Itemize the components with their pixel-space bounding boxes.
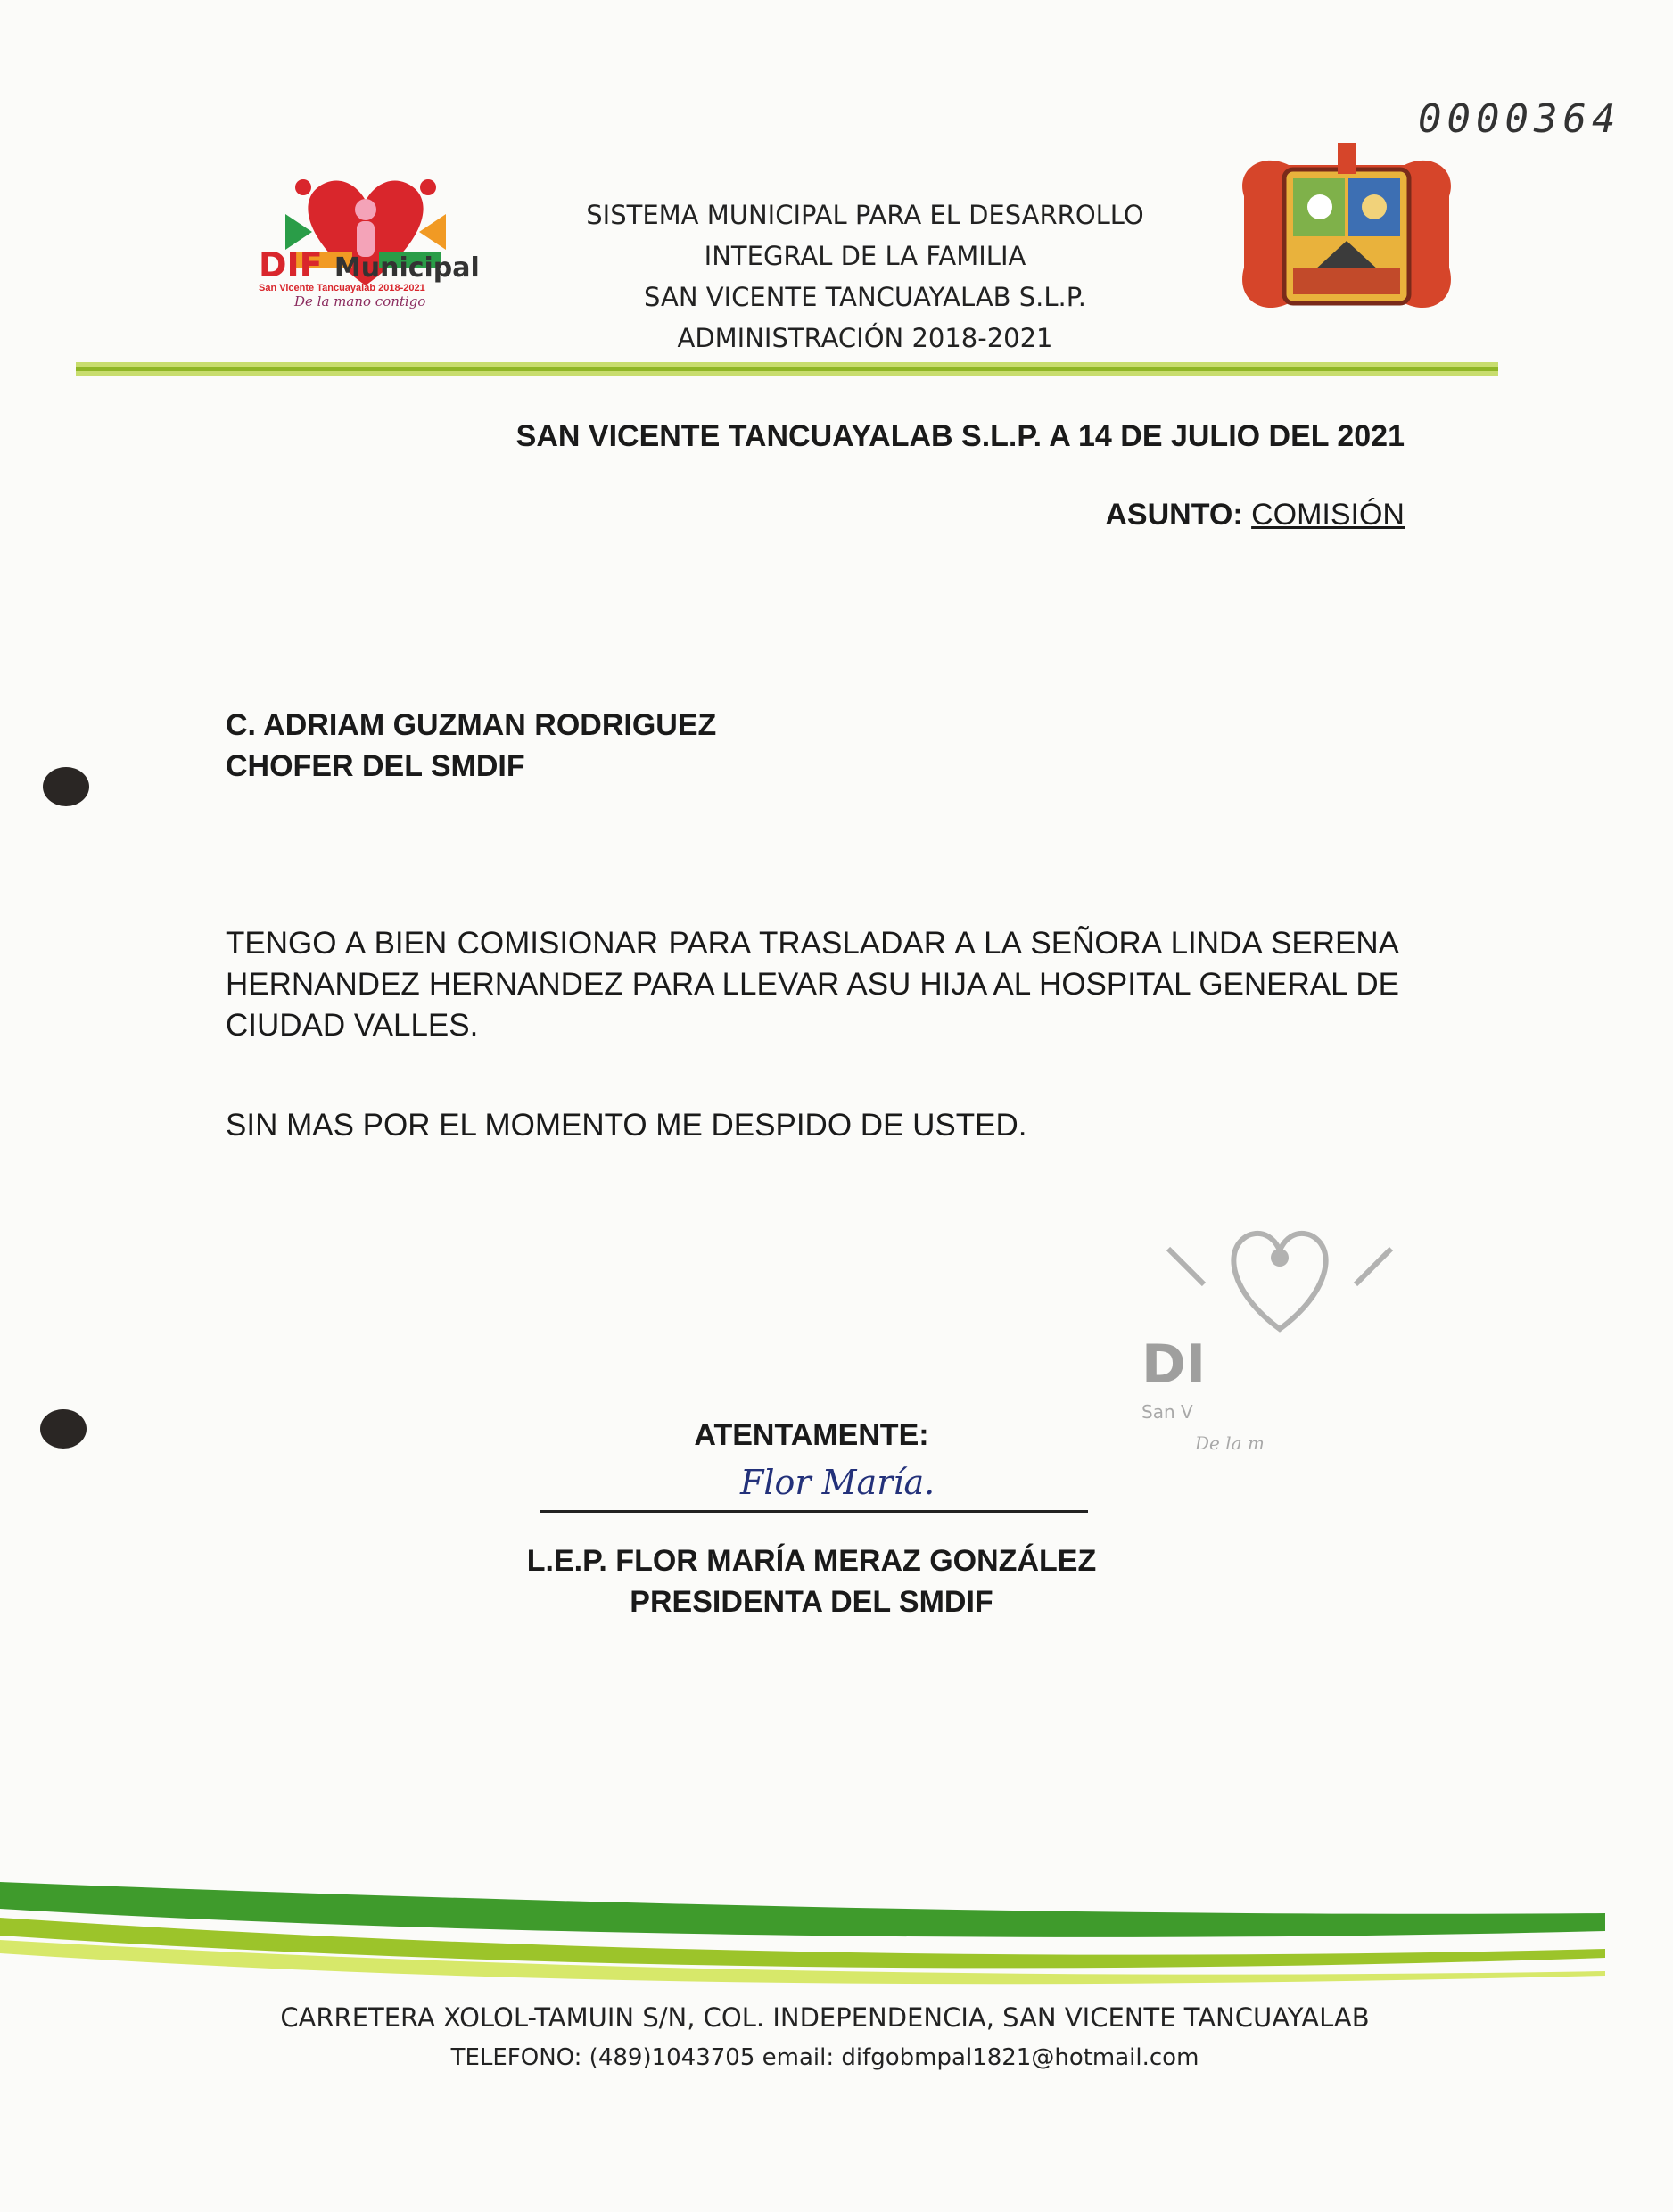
dif-stamp	[1133, 1195, 1427, 1463]
signer-name: L.E.P. FLOR MARÍA MERAZ GONZÁLEZ	[526, 1544, 1097, 1578]
signer-title: PRESIDENTA DEL SMDIF	[630, 1585, 993, 1619]
letter-closing: SIN MAS POR EL MOMENTO ME DESPIDO DE USTED.	[226, 1108, 1027, 1143]
valediction: ATENTAMENTE:	[694, 1418, 929, 1452]
subject-value: COMISIÓN	[1251, 498, 1405, 532]
punch-hole	[43, 767, 89, 806]
institution-line: SAN VICENTE TANCUAYALAB S.L.P.	[644, 282, 1086, 312]
dif-slogan: De la mano contigo	[294, 293, 426, 310]
punch-hole	[40, 1409, 87, 1449]
recipient-role: CHOFER DEL SMDIF	[226, 749, 525, 783]
dif-brand-municipal: Municipal	[334, 252, 480, 284]
institution-heading	[553, 194, 1177, 359]
folio-number: 0000364	[1418, 96, 1621, 142]
footer-swoosh	[0, 1864, 1673, 1998]
institution-line: ADMINISTRACIÓN 2018-2021	[677, 323, 1053, 353]
stamp-line2: San V	[1141, 1401, 1193, 1423]
handwritten-signature: Flor María.	[740, 1463, 935, 1502]
recipient-block	[226, 705, 1028, 787]
signature-line	[540, 1510, 1088, 1513]
place-date: SAN VICENTE TANCUAYALAB S.L.P. A 14 DE JULIO DEL 2021	[515, 419, 1405, 453]
dif-logo-text	[259, 245, 499, 310]
letter-body: TENGO A BIEN COMISIONAR PARA TRASLADAR A LA SEÑORA LINDA SERENA HERNANDEZ HERNANDEZ PARA LLEVAR ASU HIJA AL HOSPITAL GENERAL DE CIUDAD VALLES.	[226, 926, 1399, 1043]
institution-line: INTEGRAL DE LA FAMILIA	[704, 241, 1026, 271]
municipal-crest-icon	[1226, 134, 1467, 334]
stamp-line3: De la m	[1195, 1432, 1265, 1454]
stamp-text: DI	[1141, 1333, 1207, 1396]
dif-subtitle: San Vicente Tancuayalab 2018-2021	[259, 283, 425, 293]
subject-line	[981, 498, 1405, 532]
signer-block	[482, 1540, 1141, 1622]
dif-brand-dif: DIF	[259, 245, 323, 285]
header-divider	[76, 359, 1498, 380]
recipient-name: C. ADRIAM GUZMAN RODRIGUEZ	[226, 708, 717, 742]
footer-contact: TELEFONO: (489)1043705 email: difgobmpal1821@hotmail.com	[450, 2044, 1199, 2071]
dif-brand	[259, 245, 499, 285]
subject-label: ASUNTO:	[1105, 498, 1243, 532]
footer-address: CARRETERA XOLOL-TAMUIN S/N, COL. INDEPENDENCIA, SAN VICENTE TANCUAYALAB	[280, 2002, 1370, 2033]
institution-line: SISTEMA MUNICIPAL PARA EL DESARROLLO	[586, 200, 1144, 230]
